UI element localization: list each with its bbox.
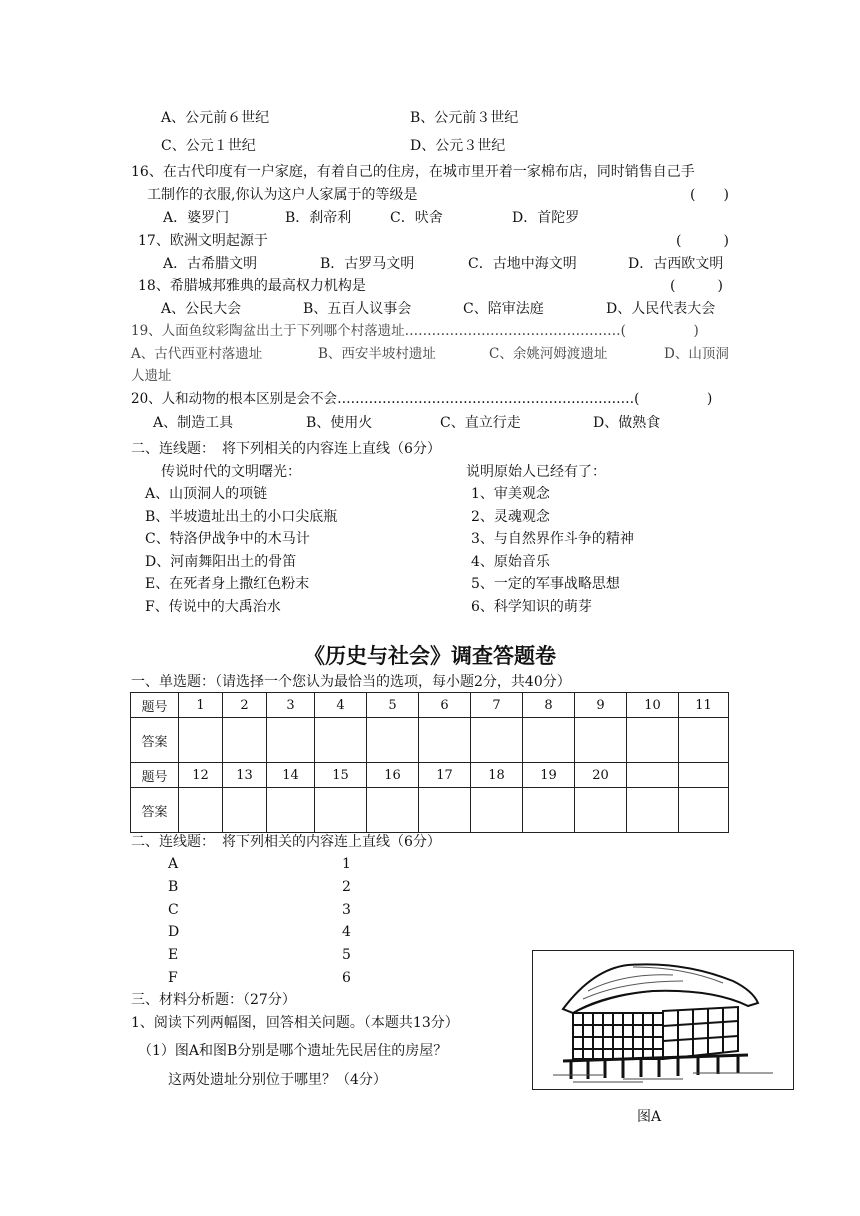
match-right-item: 6、科学知识的萌芽 <box>471 599 592 615</box>
question-text: 这两处遗址分别位于哪里？（4分） <box>168 1072 387 1088</box>
question-text: 1、阅读下列两幅图，回答相关问题。（本题共13分） <box>131 1015 459 1031</box>
option-a: A．古希腊文明 <box>163 256 258 272</box>
section-heading: 三、材料分析题：（27分） <box>131 992 296 1008</box>
row-label: 答案 <box>131 788 179 833</box>
question-number: 16 <box>367 763 419 788</box>
question-number: 11 <box>679 693 729 718</box>
answer-cell[interactable] <box>419 718 471 763</box>
match-left-item: E、在死者身上撒红色粉末 <box>145 576 310 592</box>
question-number <box>627 763 679 788</box>
match-right-item: 1、审美观念 <box>471 486 550 502</box>
question-number: 7 <box>471 693 523 718</box>
match-left-item: B、半坡遗址出土的小口尖底瓶 <box>145 509 338 525</box>
match-left-item: C、特洛伊战争中的木马计 <box>145 531 310 547</box>
option-a: A．婆罗门 <box>163 210 230 226</box>
question-number: 2 <box>223 693 267 718</box>
section-heading: 二、连线题： 将下列相关的内容连上直线（6分） <box>131 441 441 457</box>
question-number: 12 <box>179 763 223 788</box>
question-number: 14 <box>267 763 315 788</box>
answer-cell[interactable] <box>179 788 223 833</box>
option-d: D．首陀罗 <box>512 210 580 226</box>
match-right-item: 4、原始音乐 <box>471 554 550 570</box>
option-c: C、公元１世纪 <box>161 138 256 154</box>
match-number: 1 <box>342 856 351 872</box>
answer-cell[interactable] <box>179 718 223 763</box>
option-b: B、五百人议事会 <box>303 301 412 317</box>
answer-cell[interactable] <box>523 718 575 763</box>
match-left-item: F、传说中的大禹治水 <box>145 599 281 615</box>
match-letter: C <box>168 902 179 918</box>
option-c: C．古地中海文明 <box>468 256 577 272</box>
answer-cell[interactable] <box>315 718 367 763</box>
question-number: 19 <box>523 763 575 788</box>
answer-cell[interactable] <box>367 788 419 833</box>
option-d: D、公元３世纪 <box>410 138 506 154</box>
answer-cell[interactable] <box>471 718 523 763</box>
table-row <box>131 718 729 763</box>
question-number: 10 <box>627 693 679 718</box>
question-number: 3 <box>267 693 315 718</box>
answer-cell[interactable] <box>223 788 267 833</box>
option-a: A、古代西亚村落遗址 <box>131 346 263 362</box>
answer-cell[interactable] <box>367 718 419 763</box>
table-row <box>131 693 729 718</box>
match-number: 4 <box>342 924 351 940</box>
question-19-stem: 19、人面鱼纹彩陶盆出土于下列哪个村落遗址…………………………………………( ) <box>131 323 699 339</box>
question-number: 9 <box>575 693 627 718</box>
question-number: 13 <box>223 763 267 788</box>
answer-cell[interactable] <box>315 788 367 833</box>
table-row <box>131 763 729 788</box>
match-letter: D <box>168 924 180 940</box>
option-d: D、山顶洞 <box>664 346 729 362</box>
answer-cell[interactable] <box>627 718 679 763</box>
match-number: 5 <box>342 947 351 963</box>
match-letter: A <box>168 856 179 872</box>
question-17-stem: 17、欧洲文明起源于 <box>138 233 268 249</box>
figure-a-frame <box>532 950 794 1090</box>
row-label: 题号 <box>131 763 179 788</box>
answer-paren: ( ) <box>676 233 729 249</box>
question-16-line2: 工制作的衣服,你认为这户人家属于的等级是 <box>147 187 418 203</box>
section-heading: 一、单选题：（请选择一个您认为最恰当的选项，每小题2分，共40分） <box>131 674 571 690</box>
option-a: A、制造工具 <box>153 415 234 431</box>
question-number: 1 <box>179 693 223 718</box>
question-number: 17 <box>419 763 471 788</box>
match-letter: B <box>168 879 179 895</box>
option-d: D、做熟食 <box>593 415 661 431</box>
answer-cell[interactable] <box>679 718 729 763</box>
match-number: 2 <box>342 879 351 895</box>
match-left-item: D、河南舞阳出土的骨笛 <box>145 554 297 570</box>
option-b: B、使用火 <box>306 415 373 431</box>
option-d: D．古西欧文明 <box>628 256 724 272</box>
answer-table <box>130 692 729 833</box>
match-letter: E <box>168 947 179 963</box>
option-a: A、公元前６世纪 <box>161 110 270 126</box>
match-letter: F <box>168 970 178 986</box>
answer-paren: ( ) <box>690 187 729 203</box>
table-row <box>131 788 729 833</box>
option-a: A、公民大会 <box>161 301 242 317</box>
row-label: 题号 <box>131 693 179 718</box>
option-b: B．古罗马文明 <box>320 256 415 272</box>
figure-caption: 图A <box>637 1109 662 1125</box>
question-text: （1）图A和图B分别是哪个遗址先民居住的房屋？ <box>138 1043 448 1059</box>
question-number: 6 <box>419 693 471 718</box>
option-d-wrap: 人遗址 <box>131 368 172 384</box>
answer-cell[interactable] <box>575 718 627 763</box>
row-label: 答案 <box>131 718 179 763</box>
question-number: 5 <box>367 693 419 718</box>
answer-cell[interactable] <box>679 788 729 833</box>
answer-cell[interactable] <box>223 718 267 763</box>
answer-cell[interactable] <box>575 788 627 833</box>
option-c: C、直立行走 <box>440 415 521 431</box>
option-b: B、西安半坡村遗址 <box>318 346 436 362</box>
option-c: C、余姚河姆渡遗址 <box>489 346 608 362</box>
question-number: 20 <box>575 763 627 788</box>
left-column-title: 传说时代的文明曙光： <box>161 464 301 480</box>
option-b: B．刹帝利 <box>285 210 352 226</box>
match-number: 6 <box>342 970 351 986</box>
question-16-line1: 16、在古代印度有一户家庭，有着自己的住房，在城市里开着一家棉布店，同时销售自己手 <box>131 164 695 180</box>
match-number: 3 <box>342 902 351 918</box>
question-number: 15 <box>315 763 367 788</box>
question-number <box>679 763 729 788</box>
option-c: C、陪审法庭 <box>463 301 544 317</box>
option-c: C．吠舍 <box>390 210 443 226</box>
question-20-stem: 20、人和动物的根本区别是会不会…………………………………………………………( ) <box>131 391 713 407</box>
answer-sheet-title: 《历史与社会》调查答题卷 <box>304 644 556 668</box>
answer-cell[interactable] <box>419 788 471 833</box>
match-right-item: 2、灵魂观念 <box>471 509 550 525</box>
answer-paren: ( ) <box>670 278 723 294</box>
question-number: 8 <box>523 693 575 718</box>
stilt-house-illustration <box>533 951 793 1089</box>
right-column-title: 说明原始人已经有了： <box>466 464 606 480</box>
option-d: D、人民代表大会 <box>606 301 716 317</box>
option-b: B、公元前３世纪 <box>410 110 519 126</box>
answer-cell[interactable] <box>523 788 575 833</box>
match-right-item: 3、与自然界作斗争的精神 <box>471 531 634 547</box>
question-18-stem: 18、希腊城邦雅典的最高权力机构是 <box>138 278 366 294</box>
match-left-item: A、山顶洞人的项链 <box>145 486 268 502</box>
answer-cell[interactable] <box>267 788 315 833</box>
question-number: 18 <box>471 763 523 788</box>
match-right-item: 5、一定的军事战略思想 <box>471 576 620 592</box>
answer-cell[interactable] <box>267 718 315 763</box>
answer-cell[interactable] <box>627 788 679 833</box>
question-number: 4 <box>315 693 367 718</box>
section-heading: 二、连线题： 将下列相关的内容连上直线（6分） <box>131 834 441 850</box>
answer-cell[interactable] <box>471 788 523 833</box>
